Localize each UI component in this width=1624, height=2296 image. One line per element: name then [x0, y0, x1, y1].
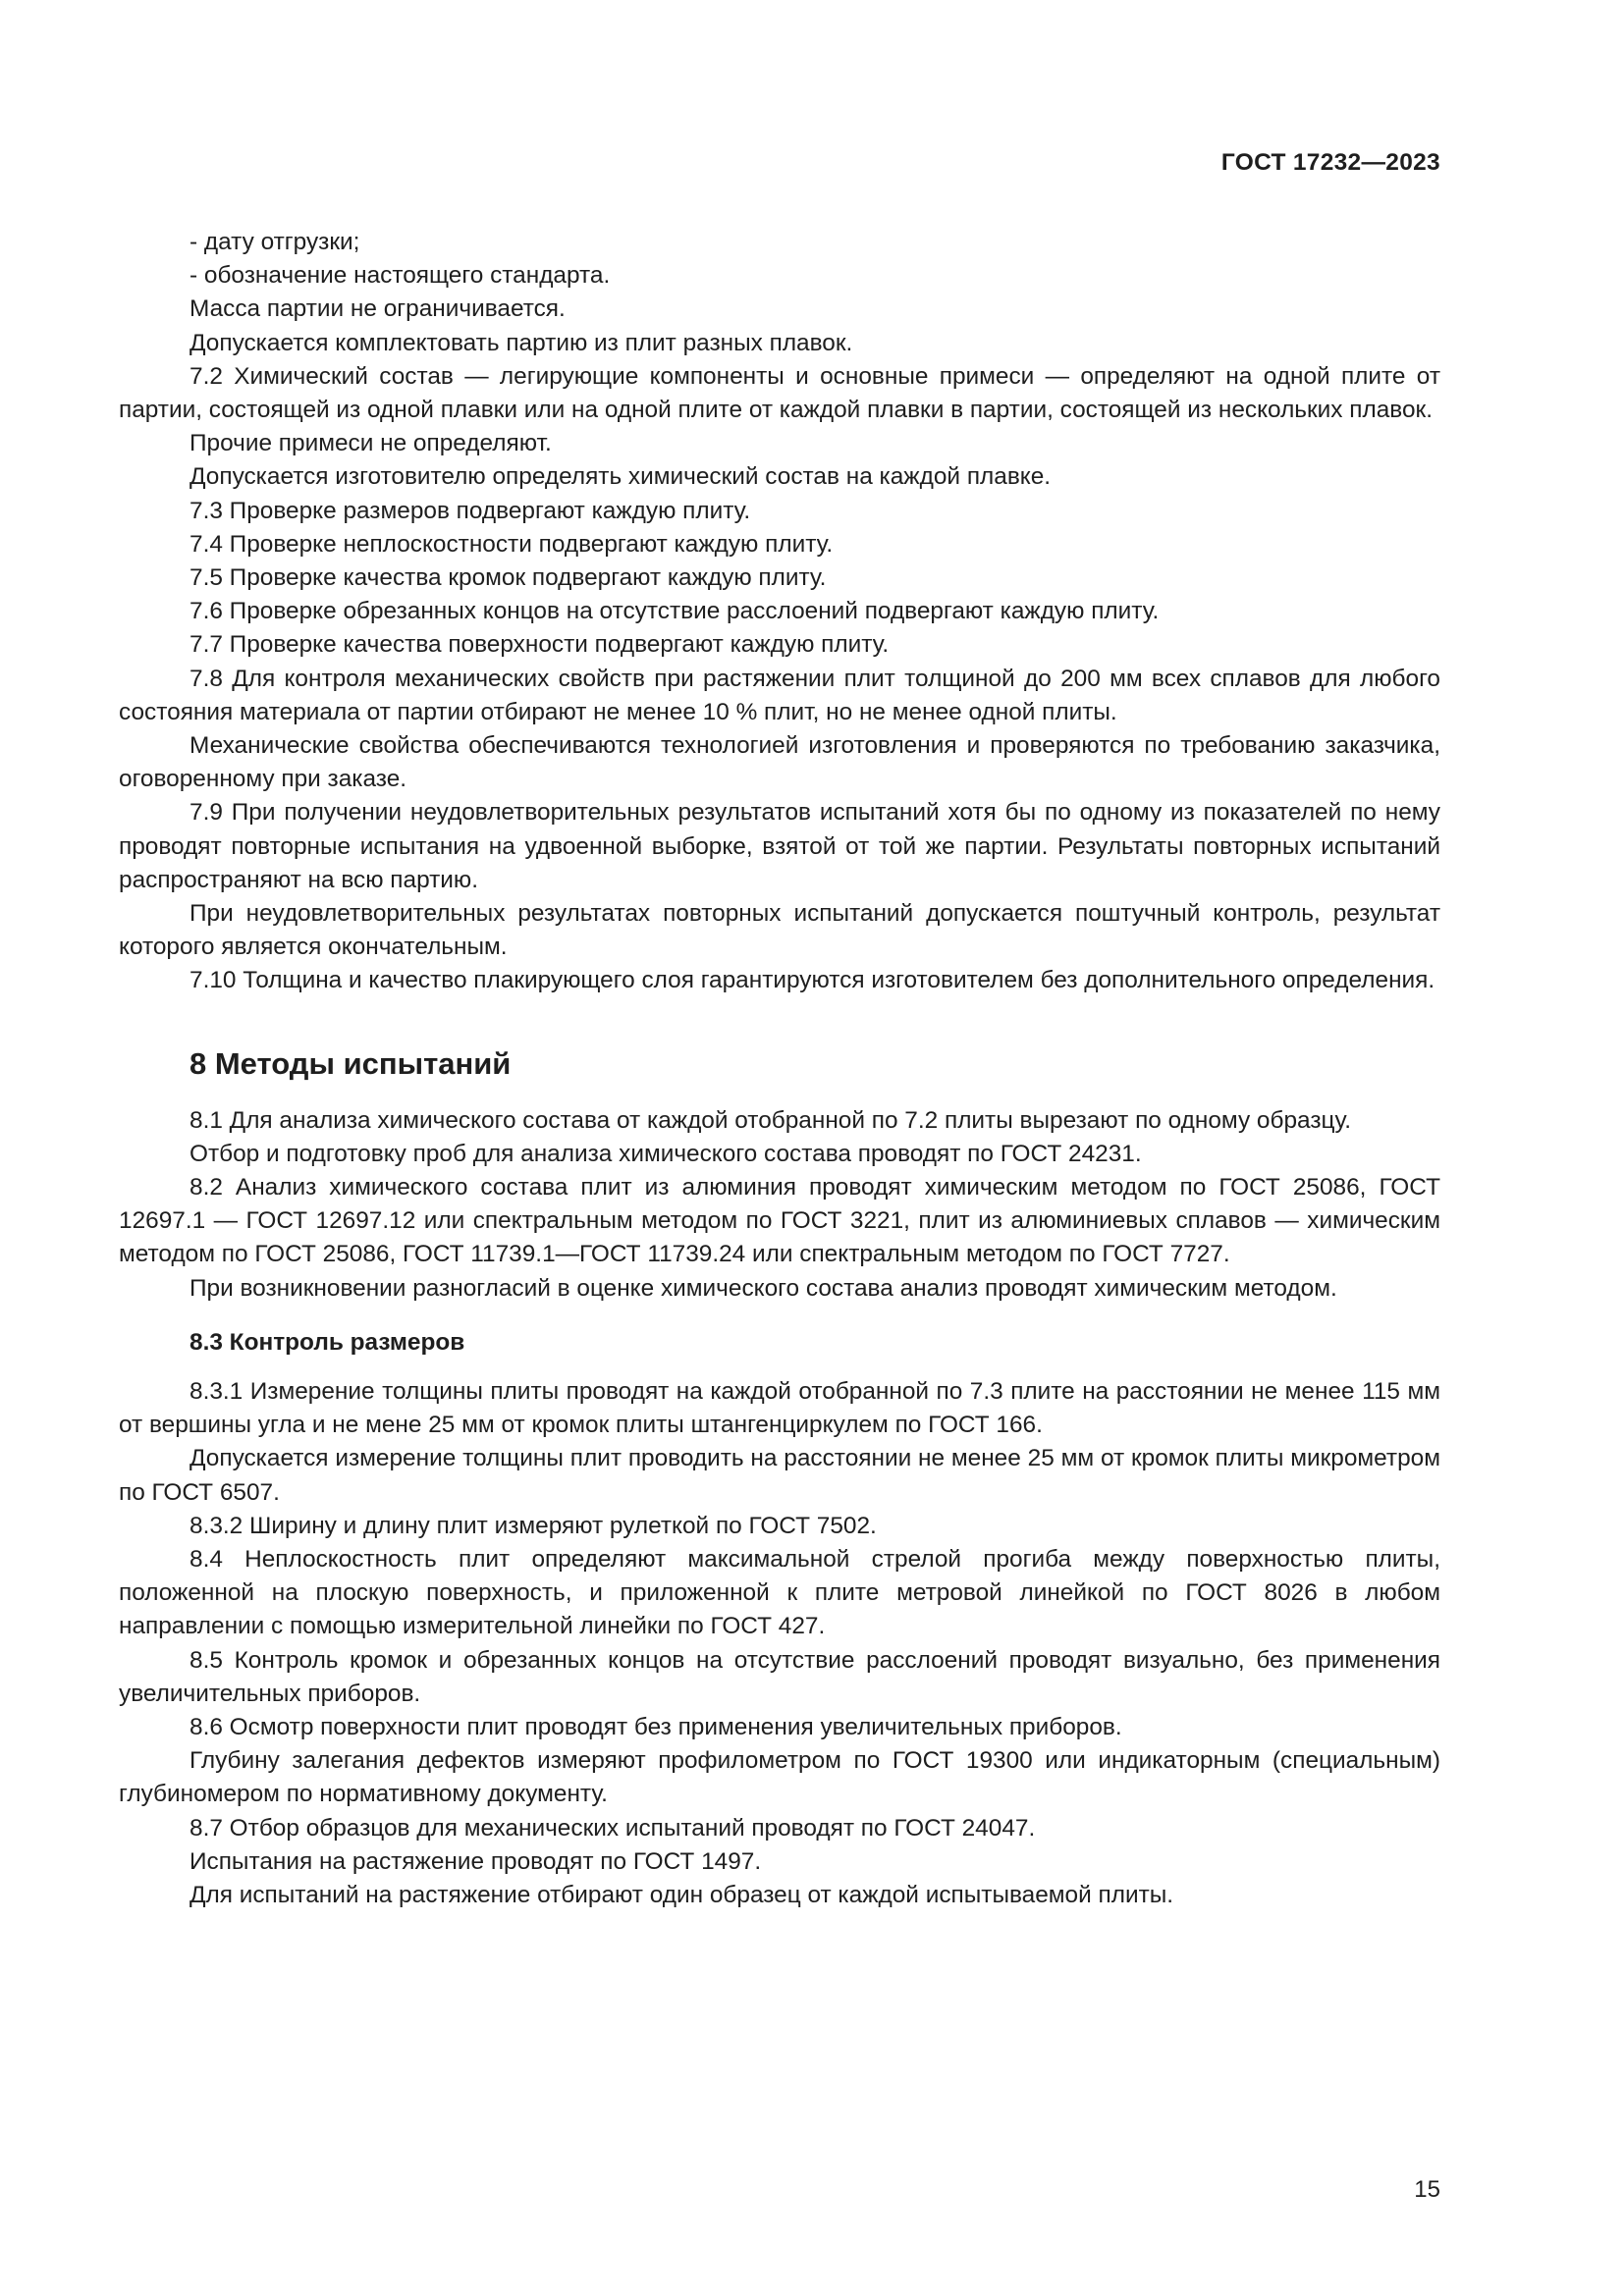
paragraph: 8.4 Неплоскостность плит определяют максимальной стрелой прогиба между поверхностью плиты, положенной на плоскую поверхность, и приложенной к плите метровой линейкой по ГОСТ 8026 в любом направлении с помощью измерительной линейки по ГОСТ 427.	[119, 1545, 1440, 1640]
paragraph: При неудовлетворительных результатах повторных испытаний допускается поштучный контроль, результат которого является окончательным.	[119, 900, 1440, 961]
paragraph: 8.3.1 Измерение толщины плиты проводят на каждой отобранной по 7.3 плите на расстоянии не менее 115 мм от вершины угла и не мене 25 мм от кромок плиты штангенциркулем по ГОСТ 166.	[119, 1377, 1440, 1439]
paragraph: 7.5 Проверке качества кромок подвергают каждую плиту.	[189, 564, 827, 592]
page-number: 15	[1414, 2176, 1440, 2203]
paragraph: 8.3.2 Ширину и длину плит измеряют рулеткой по ГОСТ 7502.	[189, 1512, 877, 1539]
section-8-3-body	[119, 1375, 1440, 1912]
paragraph: Масса партии не ограничивается.	[189, 295, 566, 323]
paragraph: Глубину залегания дефектов измеряют профилометром по ГОСТ 19300 или индикаторным (специальным) глубиномером по нормативному документу.	[119, 1747, 1440, 1808]
paragraph: Для испытаний на растяжение отбирают один образец от каждой испытываемой плиты.	[189, 1881, 1174, 1908]
subsection-8-3-heading: 8.3 Контроль размеров	[189, 1328, 465, 1356]
paragraph: При возникновении разногласий в оценке химического состава анализ проводят химическим методом.	[189, 1274, 1337, 1302]
paragraph: 8.5 Контроль кромок и обрезанных концов на отсутствие расслоений проводят визуально, без применения увеличительных приборов.	[119, 1646, 1440, 1707]
paragraph: Испытания на растяжение проводят по ГОСТ 1497.	[189, 1847, 762, 1875]
paragraph: 7.2 Химический состав — легирующие компоненты и основные примеси — определяют на одной плите от партии, состоящей из одной плавки или на одной плите от каждой плавки в партии, состоящей из нескольких плавок.	[119, 362, 1440, 424]
section-7-continuation	[119, 226, 1440, 998]
paragraph: 7.6 Проверке обрезанных концов на отсутствие расслоений подвергают каждую плиту.	[189, 598, 1160, 625]
paragraph: Допускается изготовителю определять химический состав на каждой плавке.	[189, 463, 1052, 491]
document-body	[119, 226, 1440, 1912]
paragraph: Допускается измерение толщины плит проводить на расстоянии не менее 25 мм от кромок плиты микрометром по ГОСТ 6507.	[119, 1445, 1440, 1506]
paragraph: 7.10 Толщина и качество плакирующего слоя гарантируются изготовителем без дополнительного определения.	[189, 967, 1435, 994]
paragraph: 8.7 Отбор образцов для механических испытаний проводят по ГОСТ 24047.	[189, 1814, 1036, 1842]
paragraph: 7.4 Проверке неплоскостности подвергают каждую плиту.	[189, 530, 834, 558]
paragraph: 8.2 Анализ химического состава плит из алюминия проводят химическим методом по ГОСТ 25086, ГОСТ 12697.1 — ГОСТ 12697.12 или спектральным методом по ГОСТ 3221, плит из алюминиевых сплавов — химическим методом по ГОСТ 25086, ГОСТ 11739.1—ГОСТ 11739.24 или спектральным методом по ГОСТ 7727.	[119, 1174, 1440, 1268]
paragraph: 8.6 Осмотр поверхности плит проводят без применения увеличительных приборов.	[189, 1713, 1122, 1740]
paragraph: 7.3 Проверке размеров подвергают каждую плиту.	[189, 497, 751, 524]
paragraph: 7.9 При получении неудовлетворительных результатов испытаний хотя бы по одному из показателей по нему проводят повторные испытания на удвоенной выборке, взятой от той же партии. Результаты повторных испытаний распространяют на всю партию.	[119, 799, 1440, 893]
paragraph: Отбор и подготовку проб для анализа химического состава проводят по ГОСТ 24231.	[189, 1140, 1142, 1167]
paragraph: Допускается комплектовать партию из плит разных плавок.	[189, 329, 853, 356]
section-8-heading: 8 Методы испытаний	[189, 1045, 512, 1081]
paragraph: 7.7 Проверке качества поверхности подвергают каждую плиту.	[189, 631, 890, 659]
paragraph: 7.8 Для контроля механических свойств при растяжении плит толщиной до 200 мм всех сплавов для любого состояния материала от партии отбирают не менее 10 % плит, но не менее одной плиты.	[119, 665, 1440, 725]
section-8-intro	[119, 1104, 1440, 1306]
page-header-standard-title: ГОСТ 17232—2023	[1220, 149, 1440, 176]
paragraph: - обозначение настоящего стандарта.	[189, 262, 611, 290]
paragraph: - дату отгрузки;	[189, 229, 360, 255]
paragraph: Механические свойства обеспечиваются технологией изготовления и проверяются по требованию заказчика, оговоренному при заказе.	[119, 732, 1440, 793]
paragraph: Прочие примеси не определяют.	[189, 430, 552, 457]
paragraph: 8.1 Для анализа химического состава от каждой отобранной по 7.2 плиты вырезают по одному образцу.	[189, 1106, 1352, 1134]
